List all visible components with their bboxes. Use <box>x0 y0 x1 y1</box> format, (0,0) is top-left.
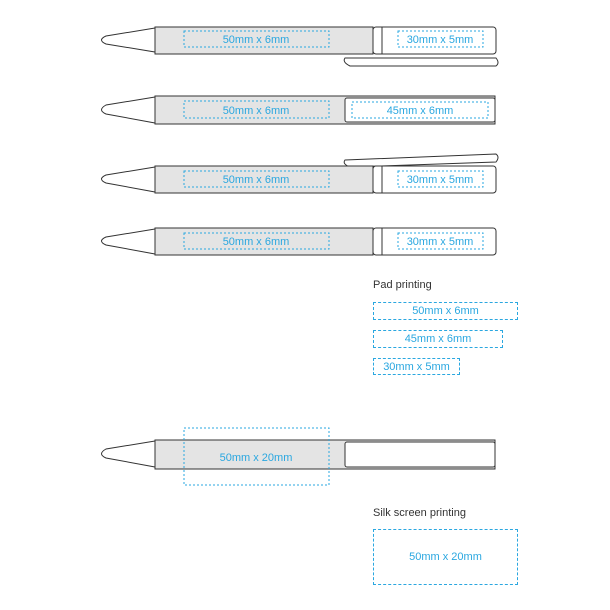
pen-5-barrel-label: 50mm x 20mm <box>219 452 293 464</box>
pen-5-clip <box>345 442 495 467</box>
silk-screen-printing-area-1: 50mm x 20mm <box>373 529 518 585</box>
pen-5-tip <box>102 441 156 467</box>
pen-2-tip <box>102 97 156 123</box>
silk-screen-printing-title: Silk screen printing <box>373 507 466 519</box>
pen-2-barrel-label: 50mm x 6mm <box>222 105 290 117</box>
pen-2 <box>102 96 496 124</box>
pad-printing-area-2: 45mm x 6mm <box>373 330 503 348</box>
pen-4-barrel-label: 50mm x 6mm <box>222 236 290 248</box>
pad-printing-title: Pad printing <box>373 279 432 291</box>
pen-5 <box>102 428 496 485</box>
pen-3 <box>102 154 499 193</box>
pad-printing-area-3: 30mm x 5mm <box>373 358 460 375</box>
pen-1 <box>102 27 499 66</box>
pen-1-clip-label: 30mm x 5mm <box>406 34 474 46</box>
pen-3-clip-label: 30mm x 5mm <box>406 174 474 186</box>
pen-3-tip <box>102 167 156 192</box>
pen-4-tip <box>102 229 156 254</box>
pen-1-clip <box>344 58 498 66</box>
pen-4-end-label: 30mm x 5mm <box>406 236 474 248</box>
pen-3-barrel-label: 50mm x 6mm <box>222 174 290 186</box>
pad-printing-area-1: 50mm x 6mm <box>373 302 518 320</box>
pen-3-clip <box>344 154 498 167</box>
pen-4 <box>102 228 497 255</box>
pen-1-barrel-label: 50mm x 6mm <box>222 34 290 46</box>
pen-2-clip-label: 45mm x 6mm <box>386 105 454 117</box>
pen-1-tip <box>102 28 156 52</box>
